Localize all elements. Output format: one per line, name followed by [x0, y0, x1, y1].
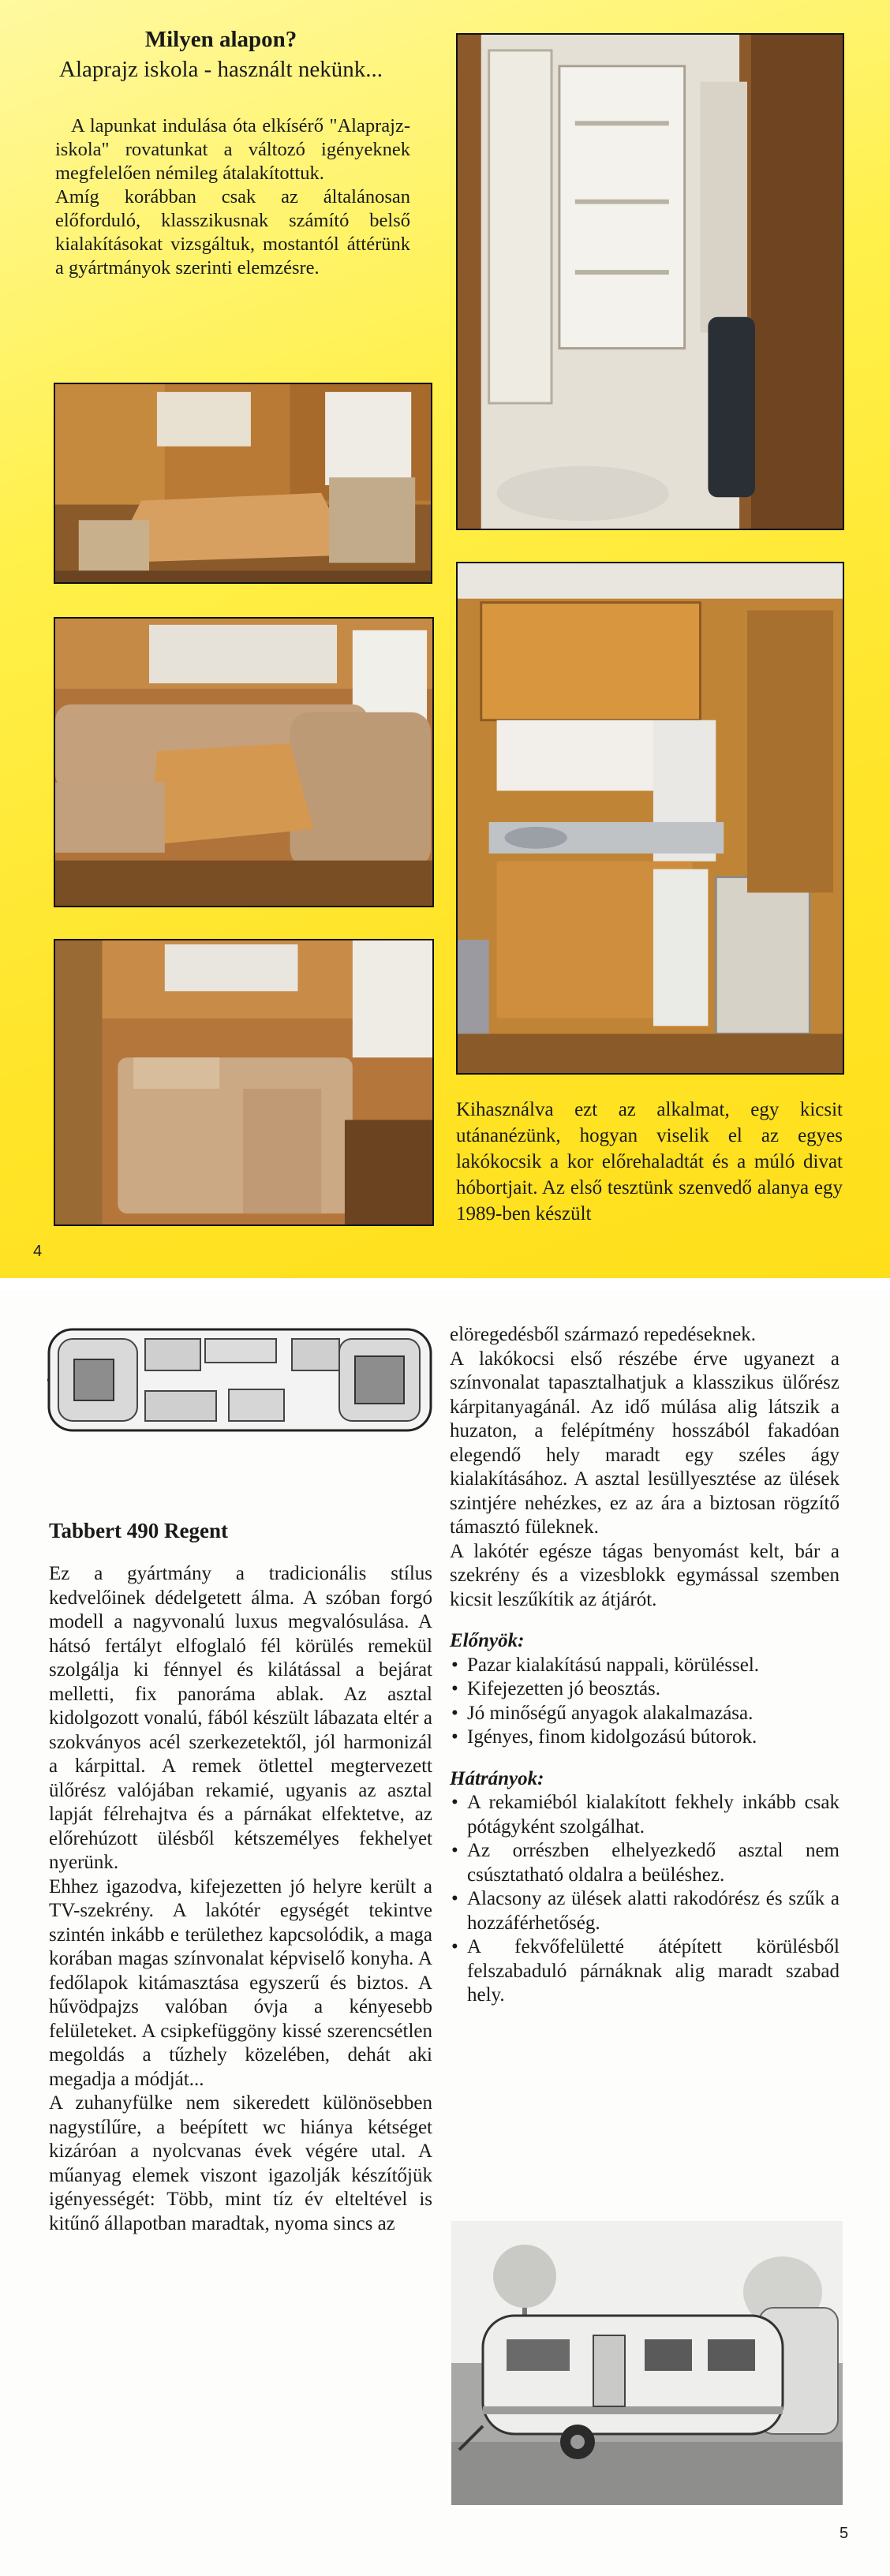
paragraph: A lakótér egésze tágas benyomást kelt, bár a szekrény és a vizesblokk egymással szemben kicsit leszűkítik az átjárót. [450, 1540, 840, 1610]
photo-caravan-exterior [451, 2221, 843, 2505]
intro-text [55, 114, 410, 280]
paragraph: A zuhanyfülke nem sikeredett különösebben nagystílűre, a beépített wc hiánya kétséget kizáróan a nyolcvanas évek végére utal. A műanyag elemek viszont igazolják készítőjük igényességét: Több, mint tíz év elteltével is kitűnő állapotban maradtak, nyoma sincs az [49, 2092, 432, 2234]
page-number-4: 4 [33, 1243, 43, 1260]
cons-item: • A fekvőfelületté átépített körülésből felszabaduló párnáknak alig maradt szabad hely. [450, 1935, 840, 2008]
section-subtitle: Alaprajz iskola - használt nekünk... [59, 57, 383, 82]
paragraph: Ez a gyártmány a tradicionális stílus kedvelőinek dédelgetett álma. A szóban forgó modell a nagyvonalú luxus megvalósulása. A hátsó fertályt elfoglaló fél körülés remekül szolgálja ki fénnyel és kilátással a bejárat melletti, fix panoráma ablak. Az asztal kidolgozott vonalú, fából készült lábazata eltér a szokványos acél szerkezetektől, jól harmonizál a kárpittal. A remek ötlettel megtervezett ülőrész valójában rekamié, ugyanis az asztal lapját félrehajtva és a párnákat elfektetve, az előrehúzott ülésből kétszemélyes fekhelyet nyerünk. [49, 1563, 432, 1873]
pros-heading: Előnyök: [450, 1630, 525, 1651]
photo-lounge [54, 617, 434, 907]
pros-list [450, 1654, 840, 1750]
right-column-text [450, 1323, 840, 2008]
paragraph: A lakókocsi első részébe érve ugyanezt a színvonalat tapasztalhatjuk a klasszikus ülőrész kárpitanyagánál. Az idő múlása alig látszik a huzaton, a felépítmény hosszából fakadóan elegendő hely maradt egy széles ágy kialakításához. A asztal lesüllyesztése az ülések szintjére nehézkes, ez az ára a biztosan rögzítő támasztó füleknek. [450, 1348, 840, 1538]
cons-item: • A rekamiéból kialakított fekhely inkább csak pótágyként szolgálhat. [450, 1791, 840, 1839]
model-title: Tabbert 490 Regent [49, 1519, 228, 1542]
pros-item: • Pazar kialakítású nappali, körüléssel. [450, 1654, 840, 1678]
page-5 [0, 1290, 890, 2576]
photo-washroom [456, 33, 844, 530]
continuation-text: Kihasználva ezt az alkalmat, egy kicsit utánanézünk, hogyan viselik el az egyes lakókocsik a kor előrehaladtát és a múló divat hóbortjait. Az első tesztünk szenvedő alanya egy 1989-ben készült [456, 1099, 843, 1224]
cons-item: • Az orrészben elhelyezkedő asztal nem csúsztatható oldalra a beüléshez. [450, 1839, 840, 1887]
left-column-text [49, 1562, 432, 2236]
photo-dinette [54, 383, 432, 584]
intro-paragraph: A lapunkat indulása óta elkísérő "Alaprajz-iskola" rovatunkat a változó igényeknek megfelelően némileg átalakítottuk. [55, 115, 410, 184]
pros-item: • Kifejezetten jó beosztás. [450, 1677, 840, 1702]
paragraph: Ehhez igazodva, kifejezetten jó helyre került a TV-szekrény. A lakótér egységét tekintve szintén inkább e területhez kapcsolódik, a maga korában magas színvonalat képviselő konyha. A fedőlapok kitámasztása egyszerű és biztos. A hűvödpajzs valóban óvja a kényesebb felületeket. A csipkefüggöny kissé szerencsétlen megoldás a tűzhely közelében, dehát aki megadja a módját... [49, 1875, 432, 2090]
page-number-5: 5 [840, 2525, 849, 2542]
photo-bed [54, 939, 434, 1226]
photo-kitchen [456, 562, 844, 1075]
cons-item: • Alacsony az ülések alatti rakodórész és szűk a hozzáférhetőség. [450, 1887, 840, 1935]
cons-heading: Hátrányok: [450, 1767, 544, 1789]
paragraph: elöregedésből származó repedéseknek. [450, 1324, 757, 1345]
pros-item: • Igényes, finom kidolgozású bútorok. [450, 1725, 840, 1750]
intro-paragraph: Amíg korábban csak az általánosan előforduló, klasszikusnak számító belső kialakításokat vizsgáltuk, mostantól áttérünk a gyártmányok szerinti elemzésre. [55, 186, 410, 279]
pros-item: • Jó minőségű anyagok alakalmazása. [450, 1702, 840, 1726]
page-4 [0, 0, 890, 1278]
cons-list [450, 1791, 840, 2008]
section-title: Milyen alapon? [144, 27, 297, 52]
floor-plan [47, 1328, 432, 1432]
